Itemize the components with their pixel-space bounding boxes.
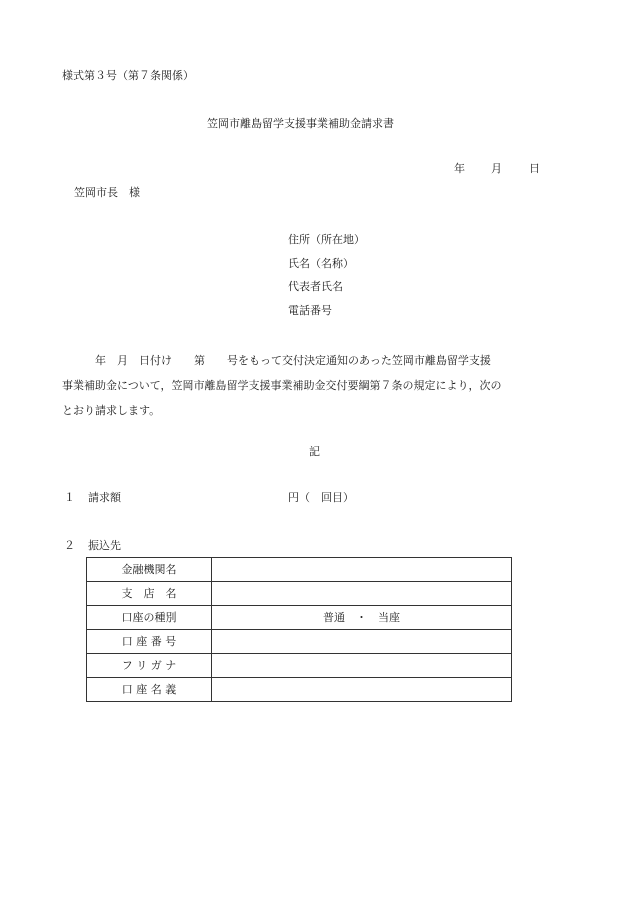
table-row (87, 654, 512, 678)
date-month: 月 (491, 162, 502, 175)
table-row (87, 630, 512, 654)
document-title: 笠岡市離島留学支援事業補助金請求書 (207, 117, 394, 130)
addressee: 笠岡市長 様 (74, 186, 140, 199)
body-paragraph (62, 348, 567, 423)
name-label: 氏名（名称） (288, 257, 354, 270)
furigana-field[interactable] (212, 654, 512, 678)
table-row (87, 582, 512, 606)
account-number-label: 口 座 番 号 (87, 630, 212, 654)
date-day: 日 (529, 162, 540, 175)
account-holder-label: 口 座 名 義 (87, 678, 212, 702)
representative-label: 代表者氏名 (288, 280, 343, 293)
body-line: 事業補助金について，笠岡市離島留学支援事業補助金交付要綱第７条の規定により，次の (62, 379, 502, 392)
branch-name-label: 支 店 名 (87, 582, 212, 606)
bank-name-label: 金融機関名 (87, 558, 212, 582)
bank-account-table (86, 557, 512, 702)
form-number: 様式第３号（第７条関係） (62, 69, 194, 82)
section2-label: 振込先 (88, 539, 121, 552)
body-line: 年 月 日付け 第 号をもって交付決定通知のあった笠岡市離島留学支援 (62, 354, 491, 367)
account-type-options[interactable]: 普通 ・ 当座 (212, 606, 512, 630)
table-row (87, 678, 512, 702)
section1-number: １ (64, 491, 75, 504)
table-row (87, 606, 512, 630)
section2-number: ２ (64, 539, 75, 552)
account-type-label: 口座の種別 (87, 606, 212, 630)
ki-heading: 記 (309, 445, 320, 458)
body-line: とおり請求します。 (62, 404, 161, 417)
account-holder-field[interactable] (212, 678, 512, 702)
request-amount-text: 円（ 回目） (288, 491, 354, 504)
bank-name-field[interactable] (212, 558, 512, 582)
date-year: 年 (454, 162, 465, 175)
phone-label: 電話番号 (288, 304, 332, 317)
branch-name-field[interactable] (212, 582, 512, 606)
address-label: 住所（所在地） (288, 233, 365, 246)
table-row (87, 558, 512, 582)
account-number-field[interactable] (212, 630, 512, 654)
furigana-label: フ リ ガ ナ (87, 654, 212, 678)
section1-label: 請求額 (88, 491, 121, 504)
